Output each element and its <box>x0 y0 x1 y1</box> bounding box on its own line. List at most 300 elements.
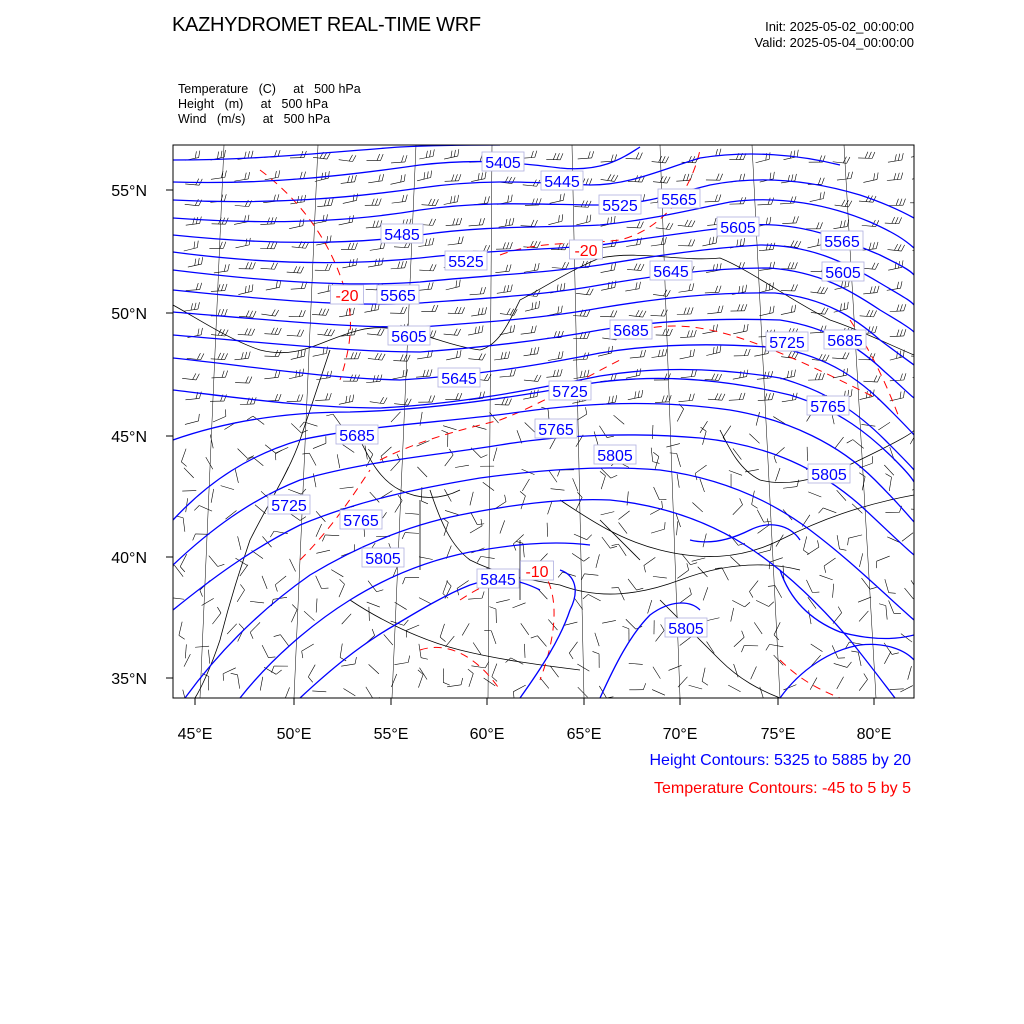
wind-barb <box>457 580 469 588</box>
wind-barb <box>890 380 904 381</box>
wind-barb-feather <box>587 370 589 377</box>
wind-barb-feather <box>588 201 591 207</box>
wind-barb-feather <box>534 375 537 381</box>
wind-barb <box>680 594 691 602</box>
wind-barb-feather <box>794 241 797 247</box>
wind-barb-feather <box>895 217 898 223</box>
wind-barb-feather <box>292 605 297 610</box>
wind-barb <box>391 162 405 163</box>
wind-barb <box>170 598 184 600</box>
wind-barb <box>468 359 482 360</box>
wind-barb-feather <box>791 306 792 313</box>
wind-barb <box>679 400 693 401</box>
wind-barb-feather <box>718 394 721 400</box>
wind-barb-feather <box>539 301 540 308</box>
wind-barb <box>206 457 213 469</box>
wind-barb-feather <box>225 353 228 359</box>
wind-barb <box>339 584 345 597</box>
wind-barb-feather <box>456 280 457 287</box>
wind-barb <box>417 467 427 477</box>
wind-barb-feather <box>560 284 561 291</box>
wind-barb <box>266 287 280 290</box>
wind-barb-feather <box>744 349 746 356</box>
wind-barb <box>627 491 628 505</box>
wind-barb-feather <box>787 371 788 378</box>
wind-barb <box>548 501 552 514</box>
wind-barb-feather <box>661 310 664 316</box>
wind-barb-feather <box>818 178 820 185</box>
wind-barb <box>491 631 496 644</box>
wind-barb-feather <box>199 151 200 158</box>
wind-barb-feather <box>871 326 873 333</box>
wind-barb-feather <box>460 218 462 225</box>
wind-barb-feather <box>558 352 559 359</box>
wind-barb-feather <box>822 355 825 361</box>
wind-barb-feather <box>614 216 615 223</box>
wind-barb-feather <box>773 172 774 179</box>
wind-barb <box>653 576 667 578</box>
wind-barb-feather <box>587 216 588 223</box>
wind-barb-feather <box>665 522 666 529</box>
wind-barb <box>902 533 913 542</box>
wind-barb-feather <box>609 396 610 403</box>
wind-barb-feather <box>504 286 506 293</box>
temperature-contour-label: -20 <box>574 243 598 260</box>
wind-barb-feather <box>245 328 248 334</box>
wind-barb <box>211 489 214 503</box>
wind-barb-feather <box>737 240 738 247</box>
wind-barb <box>706 618 720 621</box>
wind-barb <box>728 685 740 692</box>
wind-barb <box>202 598 214 605</box>
wind-barb-feather <box>198 329 199 336</box>
wind-barb-feather <box>193 373 196 379</box>
wind-barb <box>911 154 925 157</box>
wind-barb <box>729 400 743 401</box>
wind-barb <box>569 642 577 653</box>
wind-barb-feather <box>538 263 539 270</box>
wind-barb-feather <box>844 220 846 227</box>
wind-barb-feather <box>301 267 304 273</box>
wind-barb-feather <box>608 347 609 354</box>
wind-barb-feather <box>587 288 590 294</box>
wind-barb-feather <box>530 348 532 355</box>
wind-barb-feather <box>508 195 509 202</box>
wind-barb-feather <box>268 657 275 658</box>
wind-barb-feather <box>867 310 870 316</box>
lon-tick-label: 65°E <box>566 726 602 743</box>
wind-barb-feather <box>371 304 372 311</box>
wind-barb-feather <box>904 373 906 380</box>
wind-barb <box>832 358 846 359</box>
wind-barb-feather <box>770 217 771 224</box>
wind-barb-feather <box>774 457 776 464</box>
wind-barb-feather <box>744 238 745 245</box>
wind-barb <box>512 603 525 608</box>
wind-barb-feather <box>462 307 465 313</box>
wind-barb <box>339 222 353 225</box>
wind-barb-feather <box>435 199 438 205</box>
wind-barb <box>394 662 408 664</box>
wind-barb <box>500 376 514 377</box>
wind-barb-feather <box>847 662 851 668</box>
wind-barb <box>774 622 780 635</box>
wind-barb-feather <box>845 200 848 206</box>
wind-barb-feather <box>298 351 299 358</box>
wind-barb <box>666 444 680 448</box>
wind-barb <box>184 654 190 666</box>
wind-barb-feather <box>662 501 663 508</box>
wind-barb-feather <box>398 262 400 269</box>
wind-barb <box>911 509 925 510</box>
wind-barb-feather <box>537 347 539 354</box>
wind-barb-feather <box>663 177 666 183</box>
wind-barb-feather <box>695 369 697 376</box>
wind-barb-feather <box>325 172 326 179</box>
wind-barb-feather <box>824 566 826 573</box>
wind-barb-feather <box>643 311 646 317</box>
wind-barb-feather <box>587 310 590 316</box>
wind-barb-feather <box>615 281 616 288</box>
wind-barb-feather <box>721 306 723 313</box>
wind-barb-feather <box>511 195 512 202</box>
wind-barb-feather <box>195 151 196 158</box>
wind-barb-feather <box>897 305 899 312</box>
wind-barb <box>915 333 929 334</box>
wind-barb <box>572 553 584 561</box>
wind-barb-feather <box>822 178 824 185</box>
wind-barb-feather <box>840 221 842 228</box>
wind-barb-feather <box>484 197 486 204</box>
wind-barb-feather <box>851 172 853 179</box>
wind-barb <box>914 220 928 223</box>
wind-barb <box>391 674 396 687</box>
wind-barb-feather <box>769 283 770 290</box>
wind-barb <box>614 415 625 424</box>
wind-barb-feather <box>270 531 274 537</box>
wind-barb-feather <box>430 369 432 376</box>
wind-barb <box>235 205 249 206</box>
wind-barb-feather <box>592 151 594 158</box>
wind-barb-feather <box>351 352 354 359</box>
wind-barb-feather <box>691 370 693 377</box>
wind-barb <box>601 270 615 273</box>
wind-barb <box>524 644 525 658</box>
wind-barb-feather <box>792 393 793 400</box>
wind-barb-feather <box>453 218 455 225</box>
wind-barb-feather <box>271 217 273 224</box>
wind-barb <box>578 687 588 697</box>
wind-barb-feather <box>347 329 349 336</box>
wind-barb <box>731 608 734 622</box>
height-contour-label: 5565 <box>380 288 416 305</box>
height-contour-label: 5565 <box>824 234 860 251</box>
wind-barb-feather <box>477 524 484 525</box>
wind-barb-feather <box>874 286 876 293</box>
wind-barb <box>695 465 706 473</box>
wind-barb <box>676 521 677 535</box>
wind-barb <box>185 644 186 658</box>
wind-barb-feather <box>327 371 329 378</box>
wind-barb <box>484 678 496 686</box>
wind-barb <box>884 651 891 663</box>
wind-barb-feather <box>249 285 250 292</box>
wind-barb-feather <box>349 260 350 267</box>
wind-barb-feather <box>301 350 302 357</box>
wind-barb <box>304 611 314 620</box>
wind-barb <box>255 505 266 514</box>
wind-barb-feather <box>458 149 459 156</box>
wind-barb <box>810 678 817 690</box>
wind-barb <box>889 477 891 491</box>
wind-barb <box>262 576 267 589</box>
wind-barb <box>238 675 240 689</box>
wind-barb-feather <box>611 155 613 162</box>
wind-barb-feather <box>403 370 404 377</box>
wind-barb <box>889 600 894 613</box>
wind-barb-feather <box>684 308 686 315</box>
height-contour-label: 5525 <box>448 254 484 271</box>
wind-barb <box>419 598 431 604</box>
wind-barb-feather <box>670 223 673 229</box>
wind-barb-feather <box>280 280 281 287</box>
wind-barb-feather <box>483 218 485 225</box>
wind-barb <box>770 558 783 562</box>
wind-barb-feather <box>817 222 820 229</box>
wind-barb <box>885 579 889 592</box>
wind-barb-feather <box>670 329 673 335</box>
wind-barb-feather <box>926 169 927 176</box>
wind-barb-feather <box>191 303 193 310</box>
wind-barb <box>368 181 382 183</box>
wind-barb-feather <box>743 174 745 181</box>
wind-barb-feather <box>196 179 199 185</box>
wind-barb-feather <box>557 470 559 477</box>
lat-tick-label: 40°N <box>111 550 147 567</box>
wind-barb-feather <box>790 197 792 204</box>
wind-barb-feather <box>851 651 858 652</box>
wind-barb <box>820 575 833 580</box>
wind-barb <box>444 334 458 335</box>
wind-barb-feather <box>275 394 277 401</box>
wind-barb-feather <box>372 629 374 636</box>
wind-barb-feather <box>249 377 252 383</box>
wind-barb-feather <box>847 440 853 443</box>
wind-barb-feather <box>644 350 646 357</box>
wind-barb <box>471 512 478 524</box>
wind-barb <box>733 505 743 515</box>
wind-barb-feather <box>691 307 693 314</box>
wind-barb-feather <box>795 174 796 181</box>
wind-barb <box>707 312 721 313</box>
wind-barb <box>751 666 757 679</box>
wind-barb <box>331 570 343 577</box>
height-contour-label: 5525 <box>602 198 638 215</box>
wind-barb <box>619 522 628 533</box>
wind-barb-feather <box>612 396 613 403</box>
wind-barb <box>496 600 510 603</box>
wind-barb-feather <box>897 282 898 289</box>
wind-barb-feather <box>663 329 666 335</box>
wind-barb-feather <box>224 150 225 157</box>
wind-barb-feather <box>509 399 512 405</box>
wind-barb <box>723 426 731 438</box>
wind-barb-feather <box>772 393 774 400</box>
wind-barb-feather <box>929 283 930 290</box>
wind-barb-feather <box>569 653 573 659</box>
wind-barb-feather <box>248 151 250 158</box>
wind-barb <box>341 664 355 666</box>
wind-barb-feather <box>717 346 718 353</box>
wind-barb-feather <box>433 219 436 225</box>
lon-tick-label: 60°E <box>469 726 505 743</box>
lat-tick-label: 35°N <box>111 671 147 688</box>
wind-barb <box>756 600 769 606</box>
wind-barb-feather <box>245 173 246 180</box>
wind-barb <box>681 376 695 378</box>
wind-barb-feather <box>297 330 300 336</box>
wind-barb <box>260 677 263 691</box>
wind-barb <box>886 606 887 620</box>
wind-barb <box>395 501 402 513</box>
wind-barb-feather <box>299 220 300 227</box>
wind-barb-feather <box>653 452 659 456</box>
wind-barb-feather <box>279 170 280 177</box>
wind-barb-feather <box>797 150 798 157</box>
wind-barb-feather <box>838 607 841 613</box>
wind-barb-feather <box>532 303 533 310</box>
wind-barb <box>521 332 535 334</box>
wind-barb-feather <box>429 396 431 403</box>
wind-barb-feather <box>478 326 479 333</box>
wind-barb-feather <box>817 287 820 293</box>
wind-barb-feather <box>300 172 302 179</box>
wind-barb-feather <box>560 369 562 376</box>
wind-barb <box>391 460 400 470</box>
wind-barb-feather <box>484 374 487 380</box>
wind-barb-feather <box>244 152 246 159</box>
wind-barb <box>877 556 890 561</box>
wind-barb-feather <box>824 288 827 294</box>
wind-barb-feather <box>926 244 929 250</box>
wind-barb-feather <box>275 350 278 356</box>
wind-barb-feather <box>901 173 903 180</box>
height-contour-label: 5805 <box>811 467 847 484</box>
wind-barb <box>776 535 783 547</box>
wind-barb <box>250 622 260 632</box>
wind-barb-feather <box>565 243 568 249</box>
wind-barb-feather <box>428 283 430 290</box>
wind-barb <box>730 557 740 567</box>
wind-barb <box>680 356 694 359</box>
wind-barb-feather <box>740 239 741 246</box>
wind-barb <box>282 467 288 480</box>
wind-barb-feather <box>274 242 277 248</box>
wind-barb-feather <box>795 352 798 358</box>
wind-barb-feather <box>607 436 614 437</box>
wind-barb-feather <box>715 195 717 202</box>
temperature-contour-label: -20 <box>335 288 359 305</box>
wind-barb-feather <box>401 155 403 162</box>
wind-barb-feather <box>456 351 457 358</box>
wind-barb-feather <box>508 351 510 358</box>
wind-barb-feather <box>766 644 770 650</box>
wind-barb-feather <box>340 579 345 584</box>
wind-barb <box>600 316 614 317</box>
wind-barb <box>262 645 268 658</box>
wind-barb-feather <box>217 607 221 613</box>
wind-barb <box>212 613 221 624</box>
wind-barb-feather <box>924 196 927 203</box>
wind-barb-feather <box>612 544 619 545</box>
wind-barb <box>808 492 821 497</box>
wind-barb-feather <box>248 352 250 359</box>
wind-barb-feather <box>590 215 591 222</box>
wind-barb-feather <box>612 346 613 353</box>
wind-barb-feather <box>866 391 867 398</box>
wind-barb-feather <box>427 171 428 178</box>
wind-barb <box>908 666 912 679</box>
wind-barb <box>810 332 824 333</box>
height-contour-label: 5725 <box>769 335 805 352</box>
wind-barb-feather <box>796 216 798 223</box>
wind-barb-feather <box>879 604 886 606</box>
wind-barb-feather <box>303 369 304 376</box>
wind-barb-feather <box>692 283 694 290</box>
wind-barb-feather <box>615 175 618 181</box>
wind-barb <box>261 314 275 316</box>
wind-barb-feather <box>509 264 511 271</box>
wind-barb <box>391 412 401 422</box>
height-contour-label: 5605 <box>825 265 861 282</box>
wind-barb-feather <box>424 172 425 179</box>
wind-barb-feather <box>326 309 329 315</box>
wind-barb-feather <box>900 199 902 206</box>
wind-barb-feather <box>722 394 725 400</box>
wind-barb-feather <box>610 546 617 548</box>
wind-barb <box>182 378 196 380</box>
wind-barb <box>523 543 524 557</box>
wind-barb-feather <box>432 395 434 402</box>
wind-barb <box>913 376 927 378</box>
wind-barb-feather <box>798 241 801 247</box>
wind-barb-feather <box>402 533 405 539</box>
wind-barb-feather <box>379 175 381 182</box>
wind-barb <box>576 293 590 295</box>
wind-barb-feather <box>377 375 379 382</box>
wind-barb <box>470 294 484 295</box>
wind-barb <box>823 508 836 513</box>
wind-barb-feather <box>503 242 505 249</box>
wind-barb <box>291 288 305 289</box>
wind-barb <box>734 637 744 646</box>
wind-barb <box>618 544 626 556</box>
wind-barb <box>521 496 525 509</box>
wind-barb-feather <box>271 666 274 673</box>
wind-barb-feather <box>296 370 297 377</box>
wind-barb <box>807 245 821 248</box>
wind-barb <box>342 614 351 624</box>
wind-barb-feather <box>926 264 929 270</box>
wind-barb-feather <box>587 535 592 540</box>
wind-barb-feather <box>218 309 220 316</box>
wind-barb-feather <box>181 462 186 467</box>
wind-barb-feather <box>553 370 555 377</box>
wind-barb-feather <box>720 345 721 352</box>
wind-barb-feather <box>825 308 828 314</box>
wind-barb-feather <box>925 147 926 154</box>
lon-tick-label: 55°E <box>373 726 409 743</box>
